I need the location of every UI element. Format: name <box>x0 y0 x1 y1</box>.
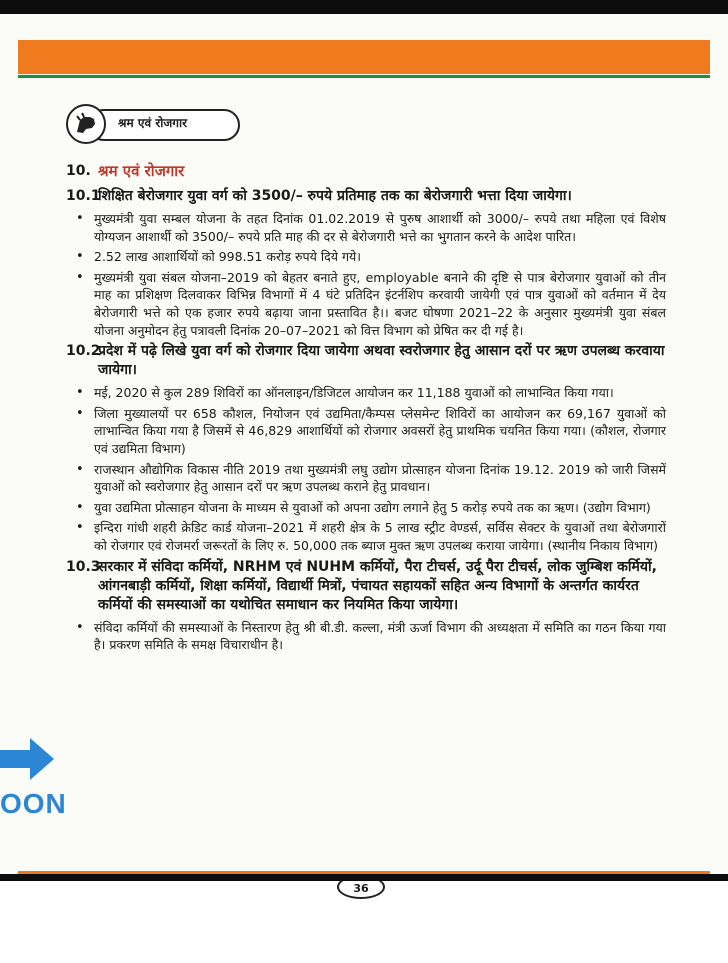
list-item <box>66 384 666 402</box>
bullet-icon: • <box>76 499 84 515</box>
top-border <box>0 0 728 14</box>
bullet-icon: • <box>76 249 84 265</box>
bullet-icon: • <box>76 405 84 421</box>
bullet-icon: • <box>76 385 84 401</box>
list-item-text: इन्दिरा गांधी शहरी क्रेडिट कार्ड योजना–2021 में शहरी क्षेत्र के 5 लाख स्ट्रीट वेण्डर्स, सर्विस सेक्टर के युवाओं तथा बेरोजगारों को रोजगार एवं रोजमर्रा जरूरतों के लिए रु. 50,000 तक ब्याज मुक्त ऋण उपलब्ध कराया जायेगा। (स्थानीय निकाय विभाग) <box>94 520 666 553</box>
list-item-text: युवा उद्यमिता प्रोत्साहन योजना के माध्यम से युवाओं को अपना उद्योग लगाने हेतु 5 करोड़ रुपये तक का ऋण। (उद्योग विभाग) <box>94 499 651 515</box>
section-number: 10. <box>66 163 91 179</box>
list-item <box>66 519 666 554</box>
list-item <box>66 619 666 654</box>
list-item-text: राजस्थान औद्योगिक विकास नीति 2019 तथा मुख्यमंत्री लघु उद्योग प्रोत्साहन योजना दिनांक 19.12. 2019 को जारी जिसमें युवाओं को स्वरोजगार हेतु आसान दरों पर ऋण उपलब्ध कराने हेतु प्रावधान। <box>94 461 666 495</box>
list-item-text: मुख्यमंत्री युवा संबल योजना–2019 को बेहतर बनाते हुए, employable बनाने की दृष्टि से पात्र बेरोजगार युवाओं को तीन माह का प्रशिक्षण दिलवाकर विभिन्न विभागों में 4 घंटे प्रतिदिन इंटर्नशिप करवायी जायेगी एवं पात्र युवाओं को वर्तमान में देय बेरोजगारी भत्ते को एक हजार रुपये बढ़ाया जाना प्रस्तावित है।। बजट घोषणा 2021–22 के अनुसार मुख्यमंत्री युवा संबल योजना अनुमोदन हेतु पत्रावली दिनांक 20–07–2021 को वित्त विभाग को प्रेषित कर दी गई है। <box>94 269 666 338</box>
section-heading <box>66 162 666 181</box>
right-arrow-icon <box>0 736 56 786</box>
bullet-icon: • <box>76 520 84 536</box>
list-item <box>66 269 666 339</box>
bullet-icon: • <box>76 269 84 285</box>
raised-fist-icon <box>66 104 106 144</box>
page-number: 36 <box>353 882 369 895</box>
list-item <box>66 499 666 517</box>
list-item <box>66 210 666 245</box>
list-item-text: 2.52 लाख आशार्थियों को 998.51 करोड़ रुपये दिये गये। <box>94 249 361 265</box>
subsection-number: 10.1 <box>66 188 101 204</box>
section-title: श्रम एवं रोजगार <box>98 162 185 180</box>
subsection-number: 10.2 <box>66 343 101 360</box>
subsection-number: 10.3 <box>66 558 101 575</box>
list-item-text: संविदा कर्मियों की समस्याओं के निस्तारण हेतु श्री बी.डी. कल्ला, मंत्री ऊर्जा विभाग की अध्यक्षता में समिति का गठन किया गया है। प्रकरण समिति के समक्ष विचाराधीन है। <box>94 619 666 653</box>
subsection-title: प्रदेश में पढ़े लिखे युवा वर्ग को रोजगार दिया जायेगा अथवा स्वरोजगार हेतु आसान दरों पर ऋण उपलब्ध करवाया जायेगा। <box>98 343 665 379</box>
badge-label: श्रम एवं रोजगार <box>118 116 188 130</box>
list-item-text: मुख्यमंत्री युवा सम्बल योजना के तहत दिनांक 01.02.2019 से पुरुष आशार्थी को 3000/– रुपये तथा महिला एवं विशेष योग्यजन आशार्थी को 3500/– रुपये प्रति माह की दर से बेरोजगारी भत्ते का भुगतान करने के आदेश पारित। <box>94 211 666 244</box>
subsection-title: सरकार में संविदा कर्मियों, NRHM एवं NUHM कर्मियों, पैरा टीचर्स, उर्दू पैरा टीचर्स, लोक जुम्बिश कर्मियों, आंगनबाड़ी कर्मियों, शिक्षा कर्मियों, विद्यार्थी मित्रों, पंचायत सहायकों सहित अन्य विभागों के अन्तर्गत कार्यरत कर्मियों की समस्याओं का यथोचित समाधान कर नियमित किया जायेगा। <box>98 558 657 613</box>
subsection-heading <box>66 342 666 380</box>
document-page <box>0 14 728 895</box>
list-item-text: मई, 2020 से कुल 289 शिविरों का ऑनलाइन/डिजिटल आयोजन कर 11,188 युवाओं को लाभान्वित किया गया। <box>94 385 614 401</box>
subsection-heading <box>66 187 666 206</box>
bottom-border <box>0 874 728 881</box>
bullet-icon: • <box>76 461 84 477</box>
document-body <box>66 162 666 657</box>
bullet-icon: • <box>76 619 84 635</box>
list-item <box>66 461 666 496</box>
list-item <box>66 405 666 458</box>
section-badge <box>66 104 238 144</box>
bullet-icon: • <box>76 211 84 226</box>
header-green-line <box>18 75 710 78</box>
header-orange-band <box>18 40 710 74</box>
subsection-heading <box>66 558 666 615</box>
subsection-title: शिक्षित बेरोजगार युवा वर्ग को 3500/– रुपये प्रतिमाह तक का बेरोजगारी भत्ता दिया जायेगा। <box>98 188 572 204</box>
list-item-text: जिला मुख्यालयों पर 658 कौशल, नियोजन एवं उद्यमिता/कैम्पस प्लेसमेन्ट शिविरों का आयोजन कर 69,167 युवाओं को लाभान्वित किया गया है जिसमें से 46,829 आशार्थियों को रोजगार अवसरों हेतु प्राथमिक चयनित किया गया। (कौशल, रोजगार एवं उद्यमिता विभाग) <box>94 405 666 456</box>
list-item <box>66 248 666 266</box>
soon-overlay-text: OON <box>0 788 67 819</box>
